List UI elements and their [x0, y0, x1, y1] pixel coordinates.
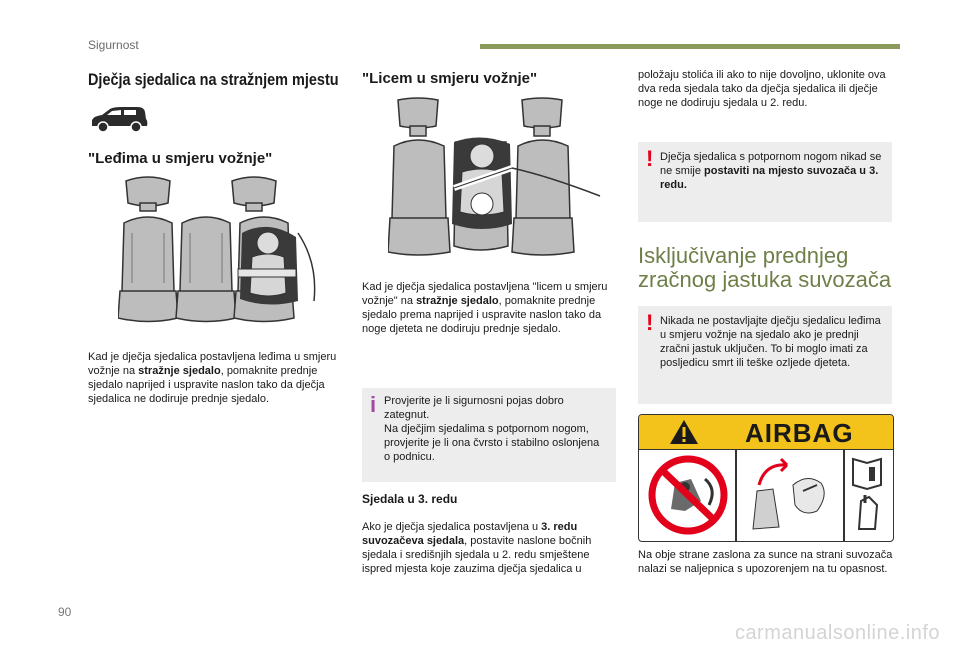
- info-note-text: Provjerite je li sigurnosni pojas dobro zategnut. Na dječjim sjedalima s potpornom nogom, provjerite je li ona čvrsto i stabilno oslonjena o podnicu.: [384, 395, 600, 463]
- warning-note-1-text: Dječja sjedalica s potpornom nogom nikad se ne smije postaviti na mjesto suvozača u 3. redu.: [660, 151, 882, 191]
- warning-note-2: [638, 306, 892, 404]
- airbag-label-header: [639, 415, 893, 450]
- forward-facing-seat-illustration: [388, 96, 614, 260]
- airbag-deploy-icon: [743, 455, 837, 537]
- warning-icon: !: [646, 146, 654, 171]
- continuation-paragraph: položaju stolića ili ako to nije dovoljno, uklonite ova dva reda sjedala tako da dječja sjedalica ili dječje noge ne dodiruju sjedala u 2. redu.: [638, 69, 886, 109]
- hazard-triangle-icon: [669, 419, 699, 445]
- info-icon: i: [370, 392, 377, 417]
- airbag-text: AIRBAG: [745, 418, 854, 448]
- airbag-section-title: Isključivanje prednjeg zračnog jastuka suvozača: [638, 243, 892, 292]
- airbag-warning-label: [638, 414, 894, 542]
- warning-icon: !: [646, 310, 654, 335]
- third-row-paragraph: Ako je dječja sjedalica postavljena u 3. redu suvozačeva sjedala, postavite naslone bočnih sjedala i središnjih sjedala u 2. redu smještene ispred mjesta koje zauzima dječja sjedalica u: [362, 521, 592, 575]
- section-header: Sigurnost: [88, 38, 139, 52]
- warning-note-1: [638, 142, 892, 222]
- warning-note-2-text: Nikada ne postavljajte dječju sjedalicu leđima u smjeru vožnje na sjedalo ako je prednji zračni jastuk uključen. To bi moglo imati za posljedicu smrt ili teške ozljede djeteta.: [660, 315, 881, 369]
- car-side-icon: [88, 104, 150, 134]
- subtitle-rear-facing: "Leđima u smjeru vožnje": [88, 150, 273, 167]
- page-title: Dječja sjedalica na stražnjem mjestu: [88, 70, 339, 89]
- forward-facing-paragraph: Kad je dječja sjedalica postavljena "licem u smjeru vožnje" na stražnje sjedalo, pomaknite prednje sjedalo prema naprijed i uspravite naslon tako da noge djeteta ne dodiruju prednje sjedalo.: [362, 281, 608, 335]
- read-manual-icon: [851, 455, 887, 537]
- info-note: [362, 388, 616, 482]
- rear-facing-paragraph: Kad je dječja sjedalica postavljena leđima u smjeru vožnje na stražnje sjedalo, pomaknite prednje sjedalo naprijed i uspravite naslon tako da dječja sjedalica ne dodiruje prednje sjedalo.: [88, 351, 337, 405]
- watermark: carmanualsonline.info: [734, 622, 940, 644]
- airbag-caption: Na obje strane zaslona za sunce na strani suvozača nalazi se naljepnica s upozorenjem na tu opasnost.: [638, 549, 893, 575]
- subtitle-forward-facing: "Licem u smjeru vožnje": [362, 70, 538, 87]
- third-row-title: Sjedala u 3. redu: [362, 492, 458, 506]
- header-rule: [480, 44, 900, 49]
- page-number: 90: [58, 605, 72, 619]
- rear-facing-seat-illustration: [118, 173, 344, 333]
- no-rear-facing-seat-icon: [645, 453, 731, 537]
